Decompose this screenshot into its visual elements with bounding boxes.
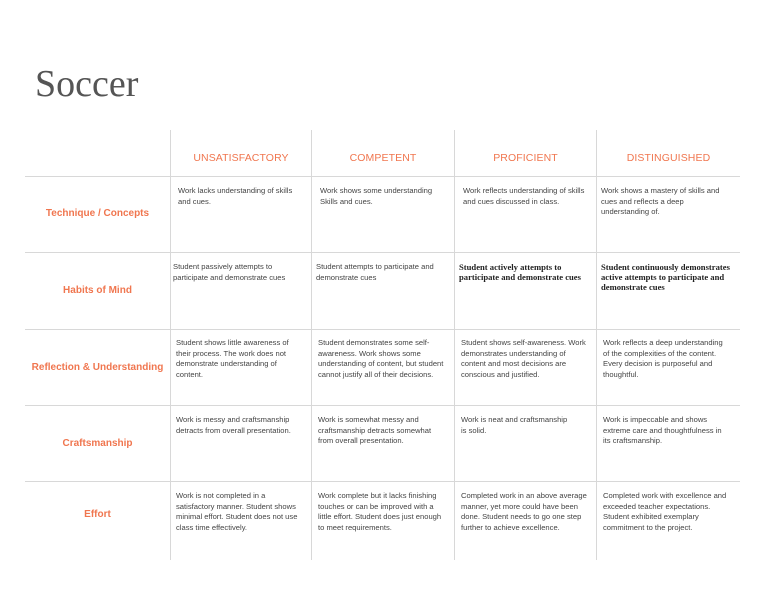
rubric-cell: Work reflects a deep understanding of the complexities of the content. Every decision is purposeful and thoughtful.	[603, 338, 723, 379]
row-divider	[25, 405, 740, 406]
column-header-proficient: PROFICIENT	[493, 152, 558, 164]
rubric-cell: Student actively attempts to participate and demonstrate cues	[459, 262, 581, 282]
row-header-reflection: Reflection & Understanding	[31, 362, 164, 373]
row-header-habits: Habits of Mind	[63, 285, 132, 296]
rubric-cell: Work is somewhat messy and craftsmanship detracts somewhat from overall presentation.	[318, 415, 432, 445]
row-header-effort: Effort	[84, 509, 111, 520]
rubric-cell: Completed work in an above average manner, yet more could have been done. Student needs to go one step further to achieve excellence.	[461, 491, 587, 532]
rubric-cell: Work is messy and craftsmanship detracts from overall presentation.	[176, 415, 291, 435]
rubric-table	[25, 130, 740, 560]
column-divider	[311, 130, 312, 560]
column-divider	[170, 130, 171, 560]
rubric-cell: Student shows little awareness of their process. The work does not demonstrate understanding of content.	[176, 338, 289, 379]
row-header-technique: Technique / Concepts	[45, 208, 150, 219]
row-divider	[25, 329, 740, 330]
row-divider	[25, 481, 740, 482]
rubric-cell: Work lacks understanding of skills and cues.	[178, 186, 293, 206]
row-divider	[25, 176, 740, 177]
column-header-competent: COMPETENT	[349, 152, 417, 164]
rubric-cell: Student continuously demonstrates active attempts to participate and demonstrate cues	[601, 262, 730, 292]
rubric-cell: Work complete but it lacks finishing touches or can be improved with a little effort. Student does just enough to meet requirements.	[318, 491, 442, 532]
rubric-cell: Work shows some understanding Skills and cues.	[320, 186, 433, 206]
rubric-cell: Student passively attempts to participate and demonstrate cues	[173, 262, 286, 282]
rubric-cell: Work shows a mastery of skills and cues and reflects a deep understanding of.	[601, 186, 720, 216]
page-title: Soccer	[35, 63, 139, 105]
row-header-craftsmanship: Craftsmanship	[62, 438, 133, 449]
column-divider	[596, 130, 597, 560]
rubric-cell: Work is not completed in a satisfactory manner. Student shows minimal effort. Student does not use class time effectively.	[176, 491, 298, 532]
rubric-cell: Work reflects understanding of skills and cues discussed in class.	[463, 186, 585, 206]
rubric-cell: Completed work with excellence and exceeded teacher expectations. Student exhibited exemplary commitment to the project.	[603, 491, 727, 532]
column-header-unsatisfactory: UNSATISFACTORY	[193, 152, 289, 164]
rubric-cell: Work is neat and craftsmanship is solid.	[461, 415, 568, 435]
row-divider	[25, 252, 740, 253]
column-divider	[454, 130, 455, 560]
rubric-cell: Student demonstrates some self-awareness. Work shows some understanding of content, but student cannot justify all of their decisions.	[318, 338, 444, 379]
rubric-cell: Work is impeccable and shows extreme care and thoughtfulness in its craftsmanship.	[603, 415, 722, 445]
rubric-cell: Student shows self-awareness. Work demonstrates understanding of content and most decisions are conscious and justified.	[461, 338, 586, 379]
column-header-distinguished: DISTINGUISHED	[626, 152, 711, 164]
rubric-cell: Student attempts to participate and demonstrate cues	[316, 262, 434, 282]
